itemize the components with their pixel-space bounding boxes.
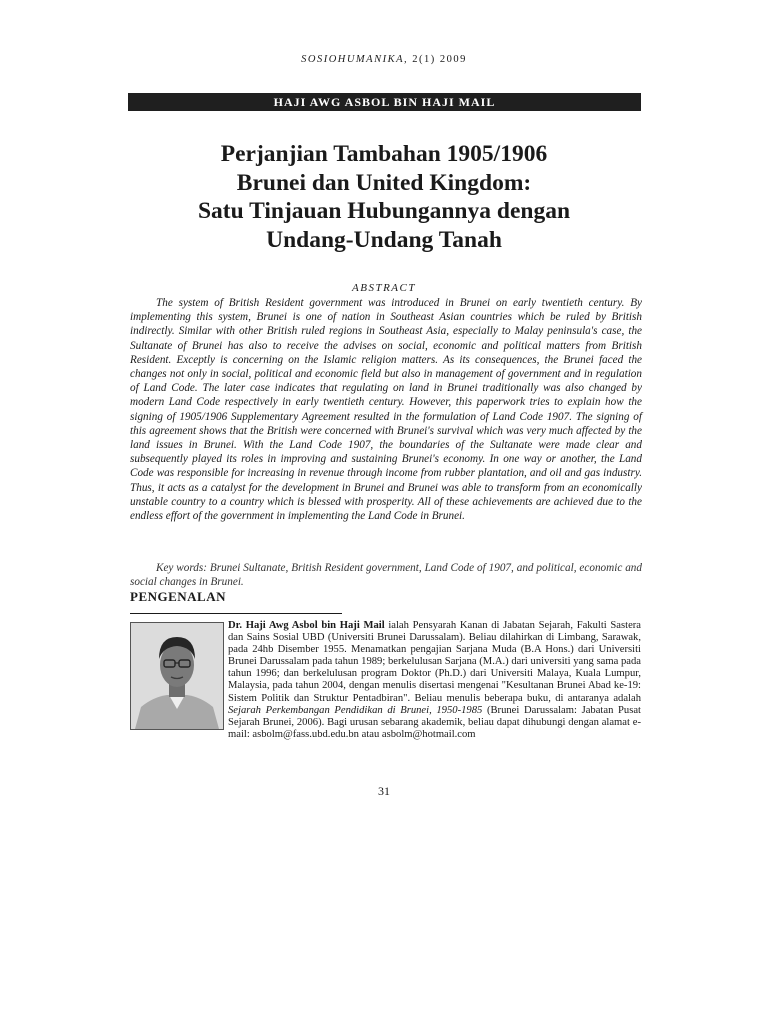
keywords: Key words: Brunei Sultanate, British Resident government, Land Code of 1907, and political, economic and social changes in Brunei. <box>130 562 642 588</box>
bio-book-title: Sejarah Perkembangan Pendidikan di Brunei, 1950-1985 <box>228 704 483 716</box>
journal-header <box>0 54 768 65</box>
author-bio <box>130 620 641 741</box>
page-number: 31 <box>378 784 390 798</box>
journal-issue: 2(1) 2009 <box>408 54 467 65</box>
footnote-rule <box>130 613 342 614</box>
abstract-body: The system of British Resident government was introduced in Brunei on early twentieth century. By implementing this system, Brunei is one of nation in Southeast Asian countries which be ruled by British indirectly. Similar with other British ruled regions in Southeast Asia, especially to Malay peninsula's case, the Sultanate of Brunei has also to receive the advises on social, economic and political matters from British Resident. Exceptly is concerning on the Islamic religion matters. As its consequences, the Brunei faced the changes not only in social, political and economic field but also in management of government and in regulation of Land Code. The later case indicates that regulating on land in Brunei traditionally was also changed by modern Land Code respectively in early twentieth century. However, this paperwork tries to explain how the signing of 1905/1906 Supplementary Agreement resulted in the formulation of Land Code 1907. The signing of this agreement shows that the British were concerned with Brunei's survival which was very much affected by the land issues in Brunei. With the Land Code 1907, the boundaries of the Sultanate were made clear and subsequently played its roles in improving and sustaining Brunei's economy. In one way or another, the Land Code was responsible for increasing in revenue through income from rubber plantation, and oil and gas industry. Thus, it acts as a catalyst for the development in Brunei and Brunei was able to transform from an economically unstable country to a country which is blessed with prosperity. All of these achievements are achieved due to the endless effort of the government in implementing the Land Code in Brunei. <box>130 297 642 523</box>
title-line-1: Perjanjian Tambahan 1905/1906 <box>220 141 548 167</box>
bio-text-1: ialah Pensyarah Kanan di Jabatan Sejarah, Fakulti Sastera dan Sains Sosial UBD (Universiti Brunei Darussalam). Beliau dilahirkan di Limbang, Sarawak, pada 24hb Disember 1955. Menamatkan pengajian Sarjana Muda (B.A Hons.) dari Universiti Brunei Darussalam pada tahun 1989; berkelulusan Sarjana (M.A.) dari universiti yang sama pada tahun 1996; dan berkelulusan program Doktor (Ph.D.) dari Universiti Malaya, Kuala Lumpur, Malaysia, pada tahun 2004, dengan menulis disertasi mengenai "Kesultanan Brunei Abad ke-19: Sistem Politik dan Struktur Pentadbiran". Beliau menulis beberapa buku, di antaranya adalah <box>228 620 641 704</box>
abstract-heading: ABSTRACT <box>352 282 416 294</box>
title-line-3: Satu Tinjauan Hubungannya dengan <box>197 198 571 224</box>
title-line-4: Undang-Undang Tanah <box>266 226 502 253</box>
journal-name: SOSIOHUMANIKA, <box>301 54 409 65</box>
bio-text-2: (Brunei Darussalam: Jabatan Pusat Sejarah Brunei, 2006). Bagi urusan sebarang akademik, beliau dapat dihubungi dengan alamat e-mail: asbolm@fass.ubd.edu.bn atau asbolm@hotmail.com <box>228 704 641 740</box>
bio-author-name: Dr. Haji Awg Asbol bin Haji Mail <box>228 620 385 631</box>
article-title <box>100 140 668 254</box>
title-line-2: Brunei dan United Kingdom: <box>236 169 532 196</box>
section-heading: PENGENALAN <box>130 589 227 604</box>
author-banner: HAJI AWG ASBOL BIN HAJI MAIL <box>128 93 641 111</box>
